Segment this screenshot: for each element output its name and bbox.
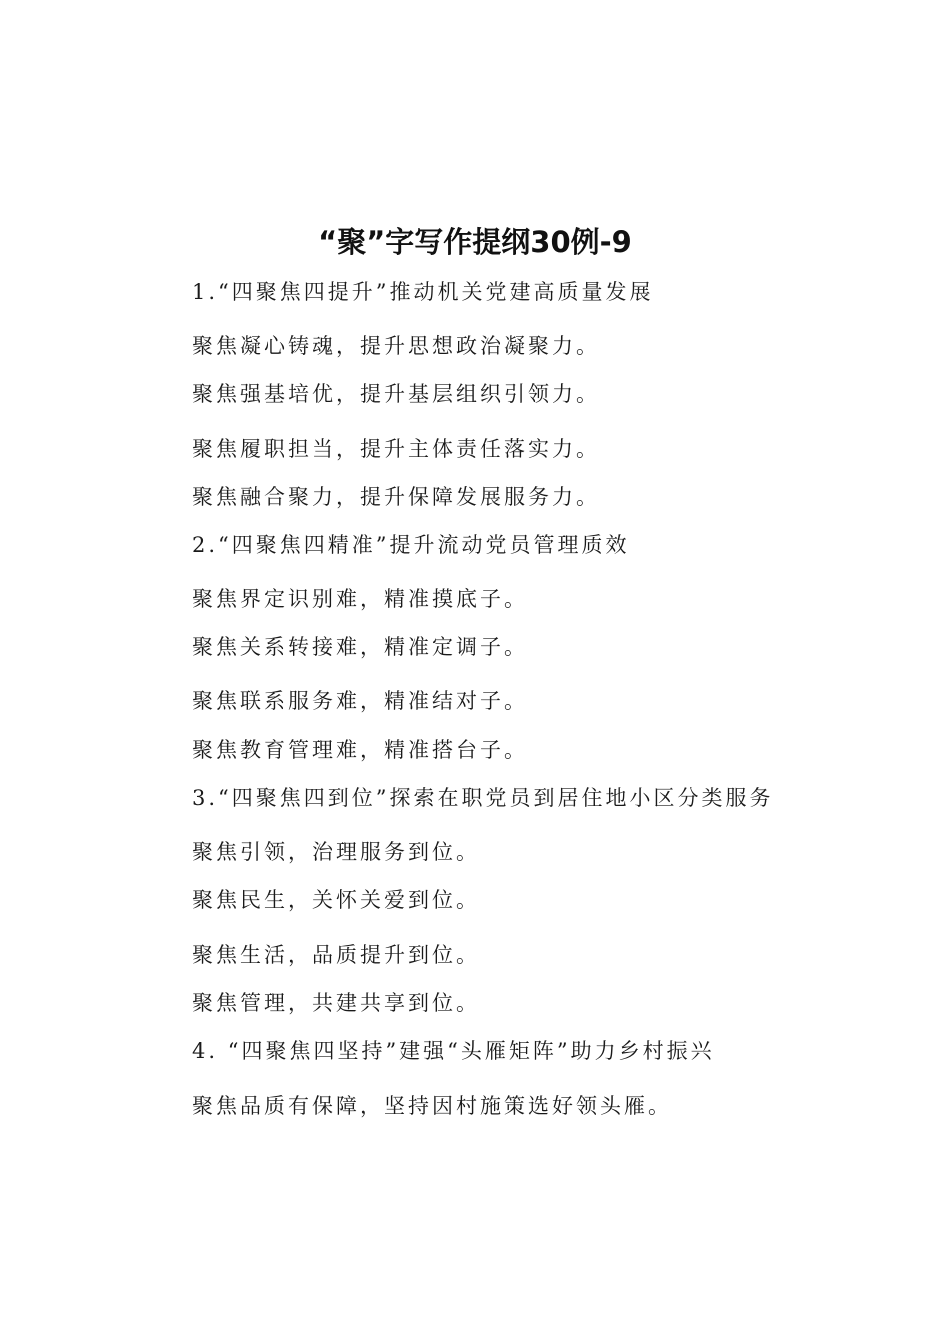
section-heading: 2.“四聚焦四精准”提升流动党员管理质效 (192, 533, 630, 557)
section-heading: 3.“四聚焦四到位”探索在职党员到居住地小区分类服务 (192, 786, 774, 810)
list-item: 聚焦民生，关怀关爱到位。 (192, 888, 480, 912)
section-heading: 1.“四聚焦四提升”推动机关党建高质量发展 (192, 280, 654, 304)
list-item: 聚焦强基培优，提升基层组织引领力。 (192, 382, 600, 406)
list-item: 聚焦融合聚力，提升保障发展服务力。 (192, 485, 600, 509)
list-item: 聚焦界定识别难，精准摸底子。 (192, 587, 528, 611)
list-item: 聚焦教育管理难，精准搭台子。 (192, 738, 528, 762)
section-heading: 4. “四聚焦四坚持”建强“头雁矩阵”助力乡村振兴 (192, 1039, 715, 1063)
list-item: 聚焦管理，共建共享到位。 (192, 991, 480, 1015)
list-item: 聚焦凝心铸魂，提升思想政治凝聚力。 (192, 334, 600, 358)
page-title: “聚”字写作提纲30例-9 (318, 225, 632, 259)
list-item: 聚焦引领，治理服务到位。 (192, 840, 480, 864)
list-item: 聚焦联系服务难，精准结对子。 (192, 689, 528, 713)
list-item: 聚焦履职担当，提升主体责任落实力。 (192, 437, 600, 461)
list-item: 聚焦关系转接难，精准定调子。 (192, 635, 528, 659)
list-item: 聚焦品质有保障，坚持因村施策选好领头雁。 (192, 1094, 672, 1118)
list-item: 聚焦生活，品质提升到位。 (192, 943, 480, 967)
